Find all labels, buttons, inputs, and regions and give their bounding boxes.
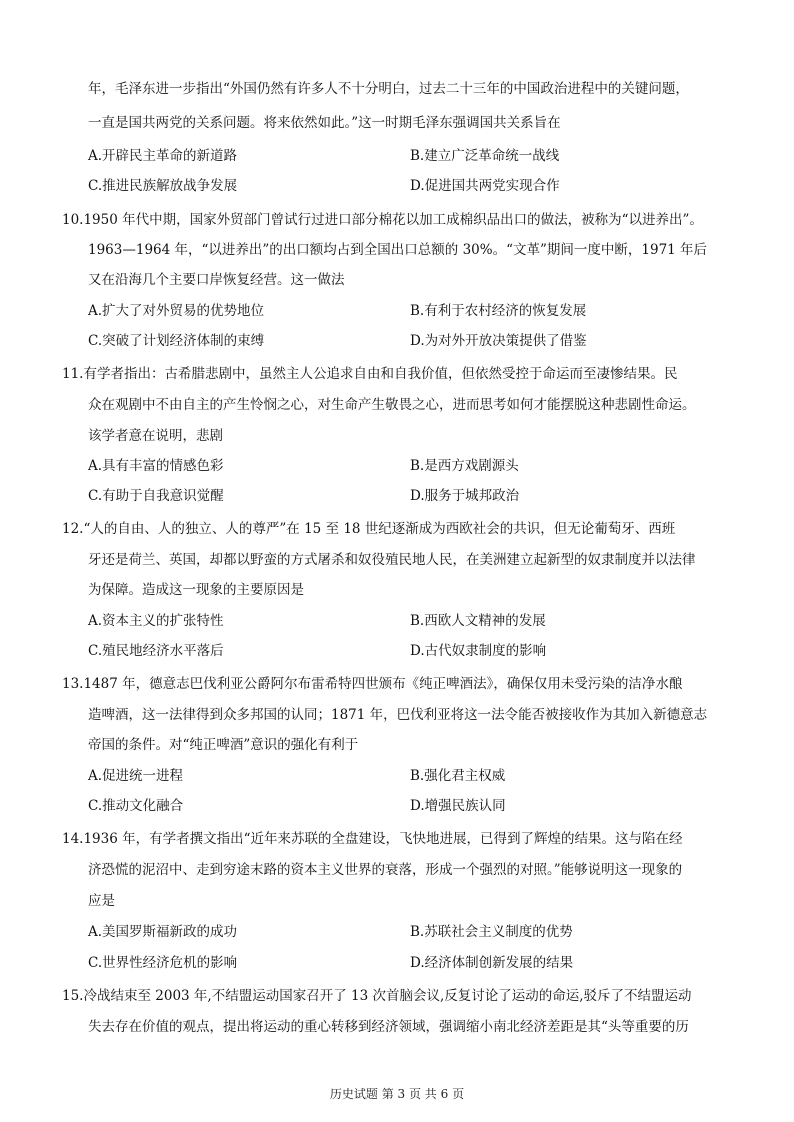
option-a: A.具有丰富的情感色彩 xyxy=(88,458,224,474)
option-a: A.美国罗斯福新政的成功 xyxy=(88,924,238,940)
option-c: C.世界性经济危机的影响 xyxy=(88,955,238,971)
question-text-line: 应是 xyxy=(88,893,115,909)
question-text-line: 年，毛泽东进一步指出“外国仍然有许多人不十分明白，过去二十三年的中国政治进程中的关键问题， xyxy=(88,81,689,97)
question-text-line: 帝国的条件。对“纯正啤酒”意识的强化有利于 xyxy=(88,737,359,753)
option-a: A.扩大了对外贸易的优势地位 xyxy=(88,303,265,319)
question-13-text: 13.1487 年，德意志巴伐利亚公爵阿尔布雷希特四世颁布《纯正啤酒法》，确保仅用未受污染的洁净水酿 xyxy=(62,676,683,692)
option-b: B.西欧人文精神的发展 xyxy=(410,613,546,629)
option-c: C.推动文化融合 xyxy=(88,798,184,814)
option-d: D.为对外开放决策提供了借鉴 xyxy=(410,333,587,349)
option-c: C.殖民地经济水平落后 xyxy=(88,643,224,659)
option-d: D.服务于城邦政治 xyxy=(410,488,520,504)
option-b: B.是西方戏剧源头 xyxy=(410,458,519,474)
question-text-line: 济恐慌的泥沼中、走到穷途末路的资本主义世界的衰落，形成一个强烈的对照。”能够说明这一现象的 xyxy=(88,862,683,878)
option-b: B.苏联社会主义制度的优势 xyxy=(410,924,573,940)
option-d: D.促进国共两党实现合作 xyxy=(410,178,560,194)
option-b: B.有利于农村经济的恢复发展 xyxy=(410,303,587,319)
question-text-line: 该学者意在说明，悲剧 xyxy=(88,428,223,444)
question-text-line: 又在沿海几个主要口岸恢复经营。这一做法 xyxy=(88,272,345,288)
option-a: A.促进统一进程 xyxy=(88,768,184,784)
option-b: B.强化君主权威 xyxy=(410,768,506,784)
option-a: A.开辟民主革命的新道路 xyxy=(88,148,238,164)
option-c: C.推进民族解放战争发展 xyxy=(88,178,238,194)
option-d: D.经济体制创新发展的结果 xyxy=(410,955,574,971)
question-14-text: 14.1936 年，有学者撰文指出“近年来苏联的全盘建设，飞快地进展，已得到了辉煌的结果。这与陷在经 xyxy=(62,831,683,847)
question-text-line: 造啤酒，这一法律得到众多邦国的认同；1871 年，巴伐利亚将这一法令能否被接收作为其加入新德意志 xyxy=(88,707,708,723)
question-15-text: 15.冷战结束至 2003 年,不结盟运动国家召开了 13 次首脑会议,反复讨论了运动的命运,驳斥了不结盟运动 xyxy=(62,988,692,1004)
question-10-text: 10.1950 年代中期，国家外贸部门曾试行过进口部分棉花以加工成棉织品出口的做法，被称为“以进养出”。 xyxy=(62,212,703,228)
question-text-line: 为保障。造成这一现象的主要原因是 xyxy=(88,582,304,598)
question-11-text: 11.有学者指出：古希腊悲剧中，虽然主人公追求自由和自我价值，但依然受控于命运而至凄惨结果。民 xyxy=(62,366,678,382)
option-d: D.增强民族认同 xyxy=(410,798,506,814)
question-text-line: 失去存在价值的观点，提出将运动的重心转移到经济领域，强调缩小南北经济差距是其“头等重要的历 xyxy=(88,1019,689,1035)
question-text-line: 众在观剧中不由自主的产生怜悯之心，对生命产生敬畏之心，进而思考如何才能摆脱这种悲剧性命运。 xyxy=(88,397,696,413)
question-text-line: 1963—1964 年，“以进养出”的出口额均占到全国出口总额的 30%。“文革”期间一度中断，1971 年后 xyxy=(88,242,708,258)
option-c: C.突破了计划经济体制的束缚 xyxy=(88,333,265,349)
question-text-line: 牙还是荷兰、英国，却都以野蛮的方式屠杀和奴役殖民地人民，在美洲建立起新型的奴隶制度并以法律 xyxy=(88,552,696,568)
option-a: A.资本主义的扩张特性 xyxy=(88,613,224,629)
question-12-text: 12.“人的自由、人的独立、人的尊严”在 15 至 18 世纪逐渐成为西欧社会的共识，但无论葡萄牙、西班 xyxy=(62,521,676,537)
option-d: D.古代奴隶制度的影响 xyxy=(410,643,547,659)
option-b: B.建立广泛革命统一战线 xyxy=(410,148,560,164)
option-c: C.有助于自我意识觉醒 xyxy=(88,488,224,504)
page-footer: 历史试题 第 3 页 共 6 页 xyxy=(329,1087,465,1101)
question-text-line: 一直是国共两党的关系问题。将来依然如此。”这一时期毛泽东强调国共关系旨在 xyxy=(88,115,561,131)
